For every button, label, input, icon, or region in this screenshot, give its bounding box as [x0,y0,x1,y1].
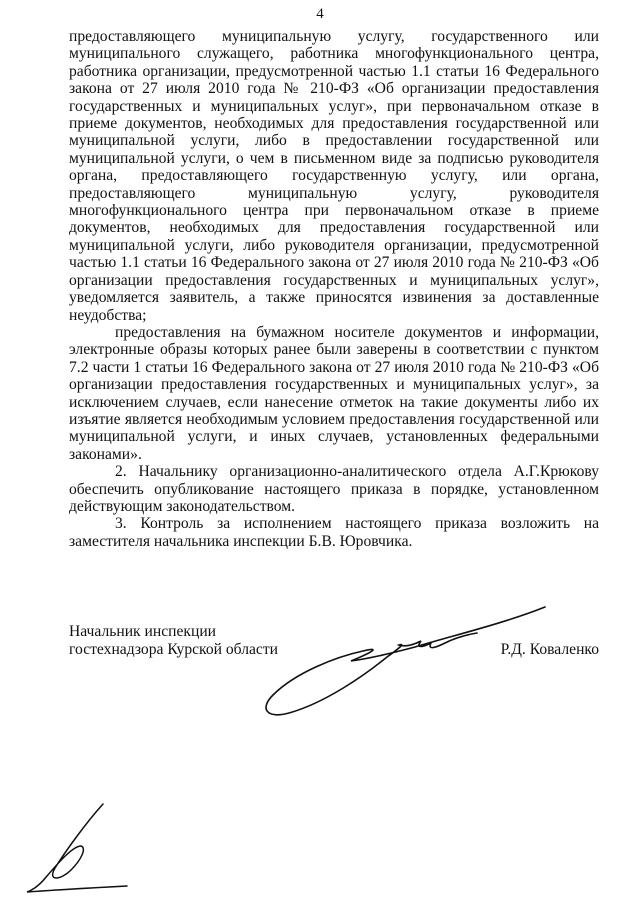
document-body [69,28,599,550]
paragraph-item-3: 3. Контроль за исполнением настоящего приказа возложить на заместителя начальника инспекции Б.В. Юровчика. [69,515,599,550]
paragraph-continuation: предоставляющего муниципальную услугу, государственного или муниципального служащего, работника многофункционального центра, работника организации, предусмотренной частью 1.1 статьи 16 Федерального закона от 27 июля 2010 года № 210-ФЗ «Об организации предоставления государственных и муниципальных услуг», при первоначальном отказе в приеме документов, необходимых для предоставления государственной или муниципальной услуги, либо в предоставлении государственной или муниципальной услуги, о чем в письменном виде за подписью руководителя органа, предоставляющего государственную услугу, или органа, предоставляющего муниципальную услугу, руководителя многофункционального центра при первоначальном отказе в приеме документов, необходимых для предоставления государственной или муниципальной услуги, либо руководителя организации, предусмотренной частью 1.1 статьи 16 Федерального закона от 27 июля 2010 года № 210-ФЗ «Об организации предоставления государственных и муниципальных услуг», уведомляется заявитель, а также приносятся извинения за доставленные неудобства; [69,28,599,324]
paragraph-paper-documents: предоставления на бумажном носителе документов и информации, электронные образы которых ранее были заверены в соответствии с пунктом 7.2 части 1 статьи 16 Федерального закона от 27 июля 2010 года № 210-ФЗ «Об организации предоставления государственных и муниципальных услуг», за исключением случаев, если нанесение отметок на такие документы либо их изъятие является необходимым условием предоставления государственной или муниципальной услуги, и иных случаев, установленных федеральными законами». [69,323,599,463]
handwritten-initials [25,800,135,895]
signer-title-line-2: гостехнадзора Курской области [69,641,279,658]
handwritten-signature [255,595,555,725]
signer-name: Р.Д. Коваленко [500,641,599,658]
signer-title-line-1: Начальник инспекции [69,623,217,640]
page-number: 4 [316,6,324,22]
paragraph-item-2: 2. Начальнику организационно-аналитического отдела А.Г.Крюкову обеспечить опубликование настоящего приказа в порядке, установленном действующим законодательством. [69,463,599,515]
